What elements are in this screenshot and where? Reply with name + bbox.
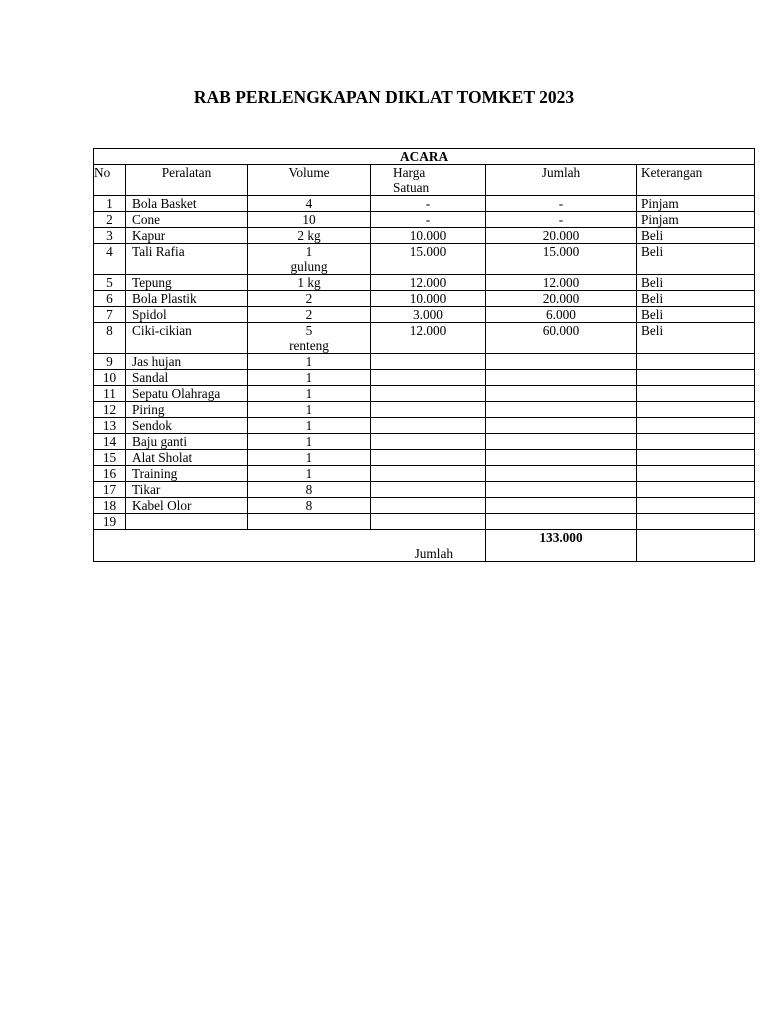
cell-jumlah: [486, 402, 637, 418]
cell-keterangan: [637, 418, 755, 434]
cell-no: 15: [94, 450, 126, 466]
cell-keterangan: [637, 370, 755, 386]
cell-harga-satuan: [371, 386, 486, 402]
table-row: [94, 275, 755, 291]
cell-jumlah: -: [486, 212, 637, 228]
cell-harga-satuan: [371, 354, 486, 370]
table-row: [94, 418, 755, 434]
cell-keterangan: [637, 450, 755, 466]
cell-keterangan: Beli: [637, 323, 755, 354]
cell-keterangan: [637, 402, 755, 418]
cell-volume: 2: [248, 307, 371, 323]
cell-no: 19: [94, 514, 126, 530]
total-row: [94, 530, 755, 562]
cell-peralatan: Bola Plastik: [126, 291, 248, 307]
section-header-row: [94, 149, 755, 165]
cell-harga-satuan: 15.000: [371, 244, 486, 275]
cell-no: 6: [94, 291, 126, 307]
cell-peralatan: Baju ganti: [126, 434, 248, 450]
cell-no: 18: [94, 498, 126, 514]
table-row: [94, 466, 755, 482]
cell-jumlah: -: [486, 196, 637, 212]
cell-volume-unit: gulung: [290, 259, 328, 274]
cell-peralatan: Sandal: [126, 370, 248, 386]
cell-harga-satuan: [371, 498, 486, 514]
section-header-acara: ACARA: [94, 149, 755, 165]
cell-no: 8: [94, 323, 126, 354]
cell-harga-satuan: [371, 370, 486, 386]
cell-peralatan: Kapur: [126, 228, 248, 244]
cell-volume: 1: [248, 466, 371, 482]
cell-volume: 1: [248, 370, 371, 386]
total-keterangan-cell: [637, 530, 755, 562]
cell-keterangan: [637, 466, 755, 482]
table-row: [94, 291, 755, 307]
table-row: [94, 228, 755, 244]
cell-peralatan: Training: [126, 466, 248, 482]
table-row: [94, 402, 755, 418]
cell-keterangan: Beli: [637, 275, 755, 291]
cell-no: 10: [94, 370, 126, 386]
cell-harga-satuan: -: [371, 212, 486, 228]
cell-volume: 2: [248, 291, 371, 307]
cell-no: 3: [94, 228, 126, 244]
total-label: Jumlah: [94, 530, 486, 562]
cell-volume-amount: 1: [305, 244, 313, 259]
table-row: [94, 514, 755, 530]
cell-keterangan: [637, 434, 755, 450]
cell-harga-satuan: 12.000: [371, 323, 486, 354]
cell-peralatan: Tali Rafia: [126, 244, 248, 275]
cell-peralatan: [126, 514, 248, 530]
budget-table: [93, 148, 755, 562]
cell-harga-satuan: [371, 450, 486, 466]
cell-jumlah: [486, 498, 637, 514]
cell-no: 13: [94, 418, 126, 434]
table-row: [94, 244, 755, 275]
cell-jumlah: 60.000: [486, 323, 637, 354]
cell-harga-satuan: 12.000: [371, 275, 486, 291]
cell-jumlah: [486, 386, 637, 402]
cell-no: 17: [94, 482, 126, 498]
cell-no: 5: [94, 275, 126, 291]
cell-volume: [248, 323, 371, 354]
cell-jumlah: 12.000: [486, 275, 637, 291]
cell-no: 7: [94, 307, 126, 323]
table-row: [94, 354, 755, 370]
cell-peralatan: Bola Basket: [126, 196, 248, 212]
cell-harga-satuan: [371, 514, 486, 530]
cell-keterangan: Beli: [637, 291, 755, 307]
header-no: No: [94, 165, 126, 196]
cell-peralatan: Piring: [126, 402, 248, 418]
cell-peralatan: Jas hujan: [126, 354, 248, 370]
cell-jumlah: [486, 514, 637, 530]
table-row: [94, 196, 755, 212]
cell-jumlah: [486, 434, 637, 450]
cell-no: 9: [94, 354, 126, 370]
cell-peralatan: Kabel Olor: [126, 498, 248, 514]
total-value: 133.000: [486, 530, 637, 562]
cell-volume: 2 kg: [248, 228, 371, 244]
cell-no: 14: [94, 434, 126, 450]
cell-peralatan: Spidol: [126, 307, 248, 323]
cell-peralatan: Sendok: [126, 418, 248, 434]
cell-jumlah: 20.000: [486, 291, 637, 307]
cell-volume: [248, 514, 371, 530]
cell-jumlah: [486, 370, 637, 386]
cell-volume: 1: [248, 450, 371, 466]
cell-volume: 1: [248, 434, 371, 450]
cell-jumlah: 15.000: [486, 244, 637, 275]
cell-peralatan: Alat Sholat: [126, 450, 248, 466]
header-keterangan: Keterangan: [637, 165, 755, 196]
header-peralatan: Peralatan: [126, 165, 248, 196]
cell-volume: 1: [248, 402, 371, 418]
cell-no: 4: [94, 244, 126, 275]
cell-volume: 8: [248, 482, 371, 498]
table-row: [94, 307, 755, 323]
cell-peralatan: Cone: [126, 212, 248, 228]
table-row: [94, 386, 755, 402]
cell-volume: 10: [248, 212, 371, 228]
cell-volume: 1: [248, 418, 371, 434]
cell-harga-satuan: [371, 466, 486, 482]
cell-keterangan: Beli: [637, 244, 755, 275]
table-row: [94, 482, 755, 498]
cell-harga-satuan: 3.000: [371, 307, 486, 323]
cell-keterangan: [637, 482, 755, 498]
header-harga-line2: Satuan: [393, 180, 430, 195]
table-row: [94, 212, 755, 228]
cell-keterangan: Pinjam: [637, 212, 755, 228]
cell-volume: 1: [248, 354, 371, 370]
cell-keterangan: [637, 514, 755, 530]
cell-jumlah: 20.000: [486, 228, 637, 244]
cell-keterangan: Beli: [637, 307, 755, 323]
table-row: [94, 370, 755, 386]
table-row: [94, 498, 755, 514]
cell-peralatan: Tepung: [126, 275, 248, 291]
cell-no: 2: [94, 212, 126, 228]
cell-volume: 1: [248, 386, 371, 402]
header-jumlah: Jumlah: [486, 165, 637, 196]
header-harga-line1: Harga: [393, 165, 426, 180]
cell-no: 11: [94, 386, 126, 402]
cell-peralatan: Tikar: [126, 482, 248, 498]
cell-jumlah: [486, 466, 637, 482]
cell-jumlah: [486, 450, 637, 466]
cell-harga-satuan: [371, 402, 486, 418]
cell-volume-amount: 5: [305, 323, 313, 338]
cell-keterangan: Pinjam: [637, 196, 755, 212]
table-body: [94, 149, 755, 562]
cell-jumlah: [486, 418, 637, 434]
table-row: [94, 323, 755, 354]
table-row: [94, 434, 755, 450]
cell-no: 16: [94, 466, 126, 482]
cell-volume: 4: [248, 196, 371, 212]
cell-keterangan: [637, 386, 755, 402]
cell-keterangan: [637, 354, 755, 370]
cell-harga-satuan: 10.000: [371, 228, 486, 244]
cell-no: 12: [94, 402, 126, 418]
cell-volume: 8: [248, 498, 371, 514]
cell-jumlah: [486, 482, 637, 498]
cell-harga-satuan: [371, 418, 486, 434]
cell-volume: 1 kg: [248, 275, 371, 291]
document-title: RAB PERLENGKAPAN DIKLAT TOMKET 2023: [193, 87, 575, 107]
column-header-row: [94, 165, 755, 196]
cell-volume-unit: renteng: [289, 338, 329, 353]
cell-keterangan: Beli: [637, 228, 755, 244]
cell-peralatan: Ciki-cikian: [126, 323, 248, 354]
cell-keterangan: [637, 498, 755, 514]
header-harga-satuan: [371, 165, 486, 196]
header-volume: Volume: [248, 165, 371, 196]
cell-harga-satuan: -: [371, 196, 486, 212]
cell-harga-satuan: 10.000: [371, 291, 486, 307]
cell-harga-satuan: [371, 434, 486, 450]
cell-harga-satuan: [371, 482, 486, 498]
cell-no: 1: [94, 196, 126, 212]
cell-peralatan: Sepatu Olahraga: [126, 386, 248, 402]
cell-jumlah: 6.000: [486, 307, 637, 323]
cell-jumlah: [486, 354, 637, 370]
table-row: [94, 450, 755, 466]
cell-volume: [248, 244, 371, 275]
